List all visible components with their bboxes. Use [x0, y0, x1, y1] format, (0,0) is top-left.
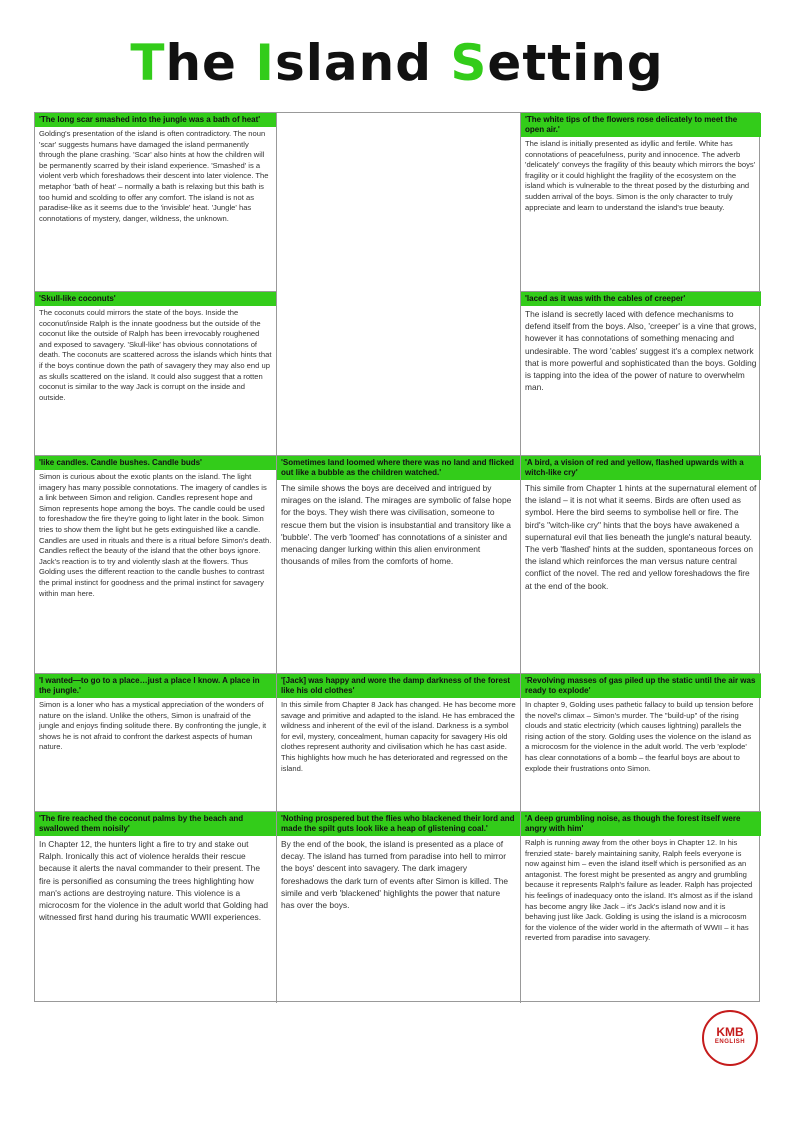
analysis-text: Simon is a loner who has a mystical appreciation of the wonders of nature on the island. Unlike the others, Simon is unafraid of the jungle and enjoys finding solitude there. By confronting the jungle, it shows he is not afraid to confront the darkest aspects of human nature. [39, 700, 267, 752]
quote-heading: '[Jack] was happy and wore the damp darkness of the forest like his old clothes' [277, 674, 520, 698]
quote-heading: 'Skull-like coconuts' [35, 292, 276, 306]
quote-heading: 'The white tips of the flowers rose delicately to meet the open air.' [521, 113, 761, 137]
quote-heading: 'The long scar smashed into the jungle was a bath of heat' [35, 113, 276, 127]
quote-heading: 'Revolving masses of gas piled up the static until the air was ready to explode' [521, 674, 761, 698]
quote-heading: 'A bird, a vision of red and yellow, flashed upwards with a witch-like cry' [521, 456, 761, 480]
cell-place-in-jungle [35, 673, 276, 811]
analysis-text: Golding's presentation of the island is often contradictory. The noun 'scar' suggests humans have damaged the island permanently through the plane crashing. 'Scar' also hints at how the children will be permanently scarred by their island experience. 'Smashed' is a violent verb which foreshadows their descent into later violence. The metaphor 'bath of heat' – normally a bath is relaxing but this bath is too humid and scolding to offer any comfort. The island is not as paradise-like as it seems due to the 'invisible' heat. 'Jungle' has connotations of mystery, danger, wildness, the unknown. [39, 129, 269, 223]
analysis-text: The simile shows the boys are deceived and intrigued by mirages on the island. The mirages are symbolic of false hope for the boys. They wish there was civilisation, someone to rescue them but the vision is insubstantial and transitory like a 'bubble'. The verb 'loomed' has connotations of a sinister and menacing danger lurking within this alien environment thousands of miles from the comforts of home. [281, 483, 512, 567]
analysis-text: In this simile from Chapter 8 Jack has changed. He has become more savage and primitive and adapted to the island. He has embraced the wildness and inherent of the evil of the island. Darkness is a symbol for evil, mystery, concealment, human capacity for savagery His old clothes represent authority and civilisation which he has cast aside. This highlights how much he has deteriorated and regressed on the island. [281, 700, 516, 773]
cell-witch-like-cry [520, 455, 761, 673]
image-cell [276, 113, 520, 455]
quote-heading: 'like candles. Candle bushes. Candle buds' [35, 456, 276, 470]
cell-skull-like-coconuts [35, 291, 276, 455]
quote-heading: 'I wanted—to go to a place…just a place I know. A place in the jungle.' [35, 674, 276, 698]
title-letter-t: T [130, 34, 166, 92]
cell-nothing-prospered [276, 811, 520, 1003]
analysis-text: This simile from Chapter 1 hints at the supernatural element of the island – it is not what it seems. Birds are often used as symbol. Here the bird seems to symbolise hell or fire. The bird's "witch-like cry" hints that the boys have awakened a supernatural evil that lies beneath the jungle's natural beauty. The verb 'flashed' hints at the sudden, spontaneous forces on the island which reinforces the man versus nature central conflict of the novel. The red and yellow foreshadows the fire at the end of the book. [525, 483, 757, 591]
analysis-text: The island is initially presented as idyllic and fertile. White has connotations of peacefulness, purity and innocence. The adverb 'delicately' conveys the fragility of this beauty which mirrors the boys' fragility or it could highlight the fragility of the ecosystem on the island which is vulnerable to the threat posed by the disturbing and sudden arrival of the boys. Simon is the only character to truly appreciate and learn to understand the island's true beauty. [525, 139, 756, 212]
title-letter-i: I [255, 34, 275, 92]
cell-cables-of-creeper [520, 291, 761, 455]
analysis-text: Ralph is running away from the other boys in Chapter 12. In his frenzied state- barely maintaining sanity, Ralph feels everyone is now against him – even the island itself which is personified as an antagonist. The forest might be presented as angry and grumbling because it represents Ralph's failure as leader. Ralph has projected his feelings of inadequacy onto the island. It's almost as if the island has become angry like Jack – it's Jack's island now and it is behaving just like Jack. Golding is using the island is a microcosm for the violence of the wider world in the aftermath of WWII – it has reverted from paradise into savagery. [525, 838, 753, 943]
page-title [0, 34, 794, 92]
title-part: he [165, 34, 256, 92]
analysis-text: In chapter 9, Golding uses pathetic fallacy to build up tension before the novel's climax – Simon's murder. The "build-up" of the rising clouds and static electricity (which causes lightning) parallels the rising action of the story. Golding uses the violence on the island as a microcosm for the violence in the adult world. The verb 'explode' has clear connotations of a bomb – the fearful boys are about to explode their frustrations onto Simon. [525, 700, 754, 773]
analysis-text: In Chapter 12, the hunters light a fire to try and stake out Ralph. Ironically this act of violence heralds their rescue because it alerts the naval commander to their present. The fire is personified as consuming the trees highlighting how man's actions are destroying nature. This violence is a microcosm for the violence in the adult world that Golding had witnessed first hand during his traumatic WWII experiences. [39, 839, 269, 923]
cell-grumbling-noise [520, 811, 761, 1003]
kmb-english-logo [702, 1010, 758, 1066]
quote-heading: 'A deep grumbling noise, as though the forest itself were angry with him' [521, 812, 761, 836]
cell-candles [35, 455, 276, 673]
quote-heading: 'Sometimes land loomed where there was no land and flicked out like a bubble as the children watched.' [277, 456, 520, 480]
logo-line-2: ENGLISH [714, 1039, 746, 1045]
quote-heading: 'The fire reached the coconut palms by the beach and swallowed them noisily' [35, 812, 276, 836]
cell-white-tips [520, 113, 761, 291]
title-part: etting [487, 34, 664, 92]
quote-grid [34, 112, 760, 1002]
analysis-text: By the end of the book, the island is presented as a place of decay. The island has turned from paradise into hell to mirror the boys' descent into savagery. The dark imagery foreshadows the dark turn of events after Simon is killed. The simile and verb 'blackened' highlights the power that nature has over the boys. [281, 839, 509, 911]
cell-masses-of-gas [520, 673, 761, 811]
quote-heading: 'Nothing prospered but the flies who blackened their lord and made the spilt guts look like a heap of glistening coal.' [277, 812, 520, 836]
cell-damp-darkness [276, 673, 520, 811]
analysis-text: The island is secretly laced with defence mechanisms to defend itself from the boys. Also, 'creeper' is a vine that grows, however it has connotations of something menacing and undesirable. The word 'cables' suggest it's a complex network that is more powerful and sophisticated than the boys. Golding is tapping into the idea of the power of nature to overwhelm man. [525, 309, 757, 393]
cell-long-scar [35, 113, 276, 291]
cell-fire-reached [35, 811, 276, 1003]
analysis-text: Simon is curious about the exotic plants on the island. The light imagery has many possible connotations. The imagery of candles is a link between Simon and religion. Candles represent hope and Simon represents hope among the boys. The candle could be used to foreshadow the fire they're going to light later in the book. Simon tries to show them the light but he gets extinguished like a candle. Candles are used in rituals and there is a ritual before Simon's death. Candles reflect the beauty of the island that the other boys ignore. Jack's reaction is to try and violently slash at the flowers. Thus Golding uses the different reaction to the candle bushes to contrast the primal instinct for goodness and the primal instinct for savagery within man here. [39, 472, 272, 598]
title-letter-s: S [450, 34, 488, 92]
title-part: sland [274, 34, 451, 92]
logo-line-1: KMB [716, 1025, 744, 1039]
cell-land-loomed [276, 455, 520, 673]
analysis-text: The coconuts could mirrors the state of the boys. Inside the coconut/inside Ralph is the innate goodness but the outside of the coconut like the outside of Ralph has been irrevocably roughened and exposed to savagery. 'Skull-like' has obvious connotations of death. The coconuts are scattered across the islands which hints that if the boys continue down the path of savagery they may also end up as skulls scattered on the island. It could also suggest that a rotten coconut is similar to the way Jack is corrupt on the inside and outside. [39, 308, 272, 402]
quote-heading: 'laced as it was with the cables of creeper' [521, 292, 761, 306]
